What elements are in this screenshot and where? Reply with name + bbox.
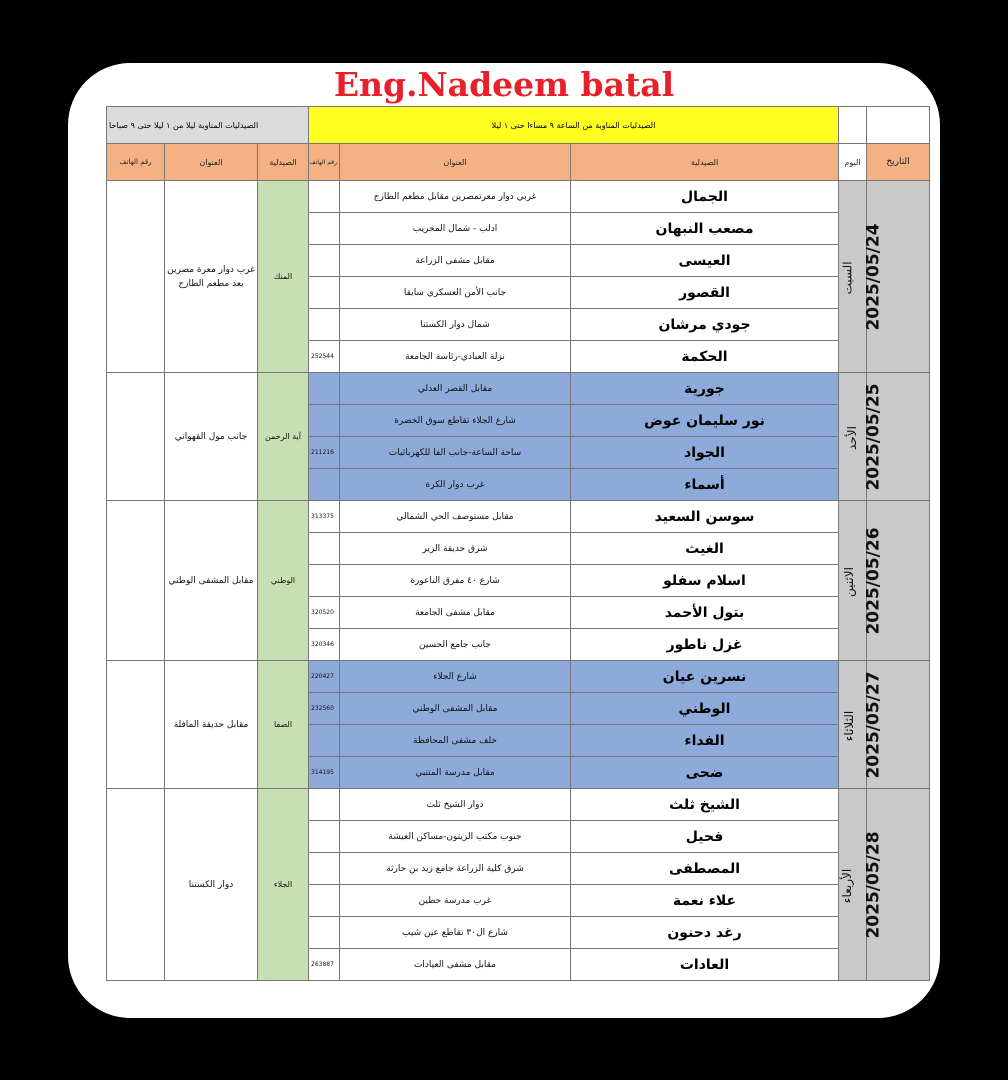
- pharmacy-address: [340, 629, 571, 661]
- pharmacy-name-text: نور سليمان عوض: [644, 412, 765, 429]
- header-night-phone: رقم الهاتف: [107, 144, 165, 181]
- pharmacy-phone: [309, 597, 340, 629]
- schedule-row: [107, 501, 930, 533]
- pharmacy-address: [340, 789, 571, 821]
- pharmacy-phone: [309, 341, 340, 373]
- pharmacy-name: [571, 469, 839, 501]
- pharmacy-name-text: جودي مرشان: [658, 316, 751, 333]
- pharmacy-address: [340, 565, 571, 597]
- pharmacy-name-text: الفداء: [684, 732, 725, 749]
- pharmacy-address: [340, 341, 571, 373]
- pharmacy-address: [340, 501, 571, 533]
- pharmacy-name-text: المصطفى: [668, 860, 741, 877]
- pharmacy-address: [340, 437, 571, 469]
- date-cell: [863, 373, 930, 501]
- pharmacy-address: [340, 245, 571, 277]
- pharmacy-name-text: فحيل: [685, 828, 724, 845]
- pharmacy-address-text: جانب جامع الحسين: [419, 639, 491, 650]
- night-pharmacy-name-text: الوطني: [270, 576, 296, 585]
- pharmacy-phone: [309, 757, 340, 789]
- header-address: العنوان: [340, 144, 571, 181]
- night-pharmacy-name: [258, 789, 309, 981]
- pharmacy-address: [340, 949, 571, 981]
- night-pharmacy-name: [258, 501, 309, 661]
- pharmacy-phone: [309, 917, 340, 949]
- pharmacy-name: [571, 821, 839, 853]
- pharmacy-phone: [309, 469, 340, 501]
- pharmacy-name-text: الوطني: [678, 700, 731, 717]
- night-pharmacy-phone: [107, 501, 165, 661]
- pharmacy-address-text: شارع ٤٠ مفرق الناعورة: [410, 575, 500, 586]
- pharmacy-name: [571, 693, 839, 725]
- pharmacy-name: [571, 661, 839, 693]
- date-label: 2025/05/24: [863, 222, 884, 331]
- pharmacy-phone: [309, 789, 340, 821]
- pharmacy-name-text: العيسى: [678, 252, 731, 269]
- pharmacy-name: [571, 949, 839, 981]
- date-label: 2025/05/25: [863, 382, 884, 491]
- pharmacy-phone: [309, 373, 340, 405]
- pharmacy-address-text: دوار الشيخ ثلث: [426, 799, 484, 810]
- banner-spacer-date: [867, 107, 930, 144]
- pharmacy-phone-text: 263887: [311, 961, 334, 968]
- pharmacy-phone-text: 313375: [311, 513, 334, 520]
- pharmacy-address-text: نزلة العبادي-رئاسة الجامعة: [405, 351, 505, 362]
- pharmacy-name: [571, 885, 839, 917]
- pharmacy-address-text: مقابل القصر العدلي: [417, 383, 493, 394]
- schedule-row: [107, 789, 930, 821]
- pharmacy-name: [571, 309, 839, 341]
- schedule-card: [68, 63, 940, 1018]
- pharmacy-schedule-table: [106, 106, 930, 981]
- pharmacy-address: [340, 533, 571, 565]
- pharmacy-address-text: شمال دوار الكستنا: [420, 319, 490, 330]
- date-label: 2025/05/28: [863, 830, 884, 939]
- pharmacy-name: [571, 373, 839, 405]
- pharmacy-address: [340, 373, 571, 405]
- banner-spacer-day: [839, 107, 867, 144]
- weekday-label: الثلاثاء: [841, 710, 856, 742]
- pharmacy-name-text: رغد دحنون: [667, 924, 742, 941]
- header-night-pharmacy: الصيدلية: [258, 144, 309, 181]
- pharmacy-name-text: القصور: [679, 284, 730, 301]
- pharmacy-address: [340, 469, 571, 501]
- pharmacy-name: [571, 789, 839, 821]
- pharmacy-address-text: ادلب - شمال المحريب: [412, 223, 498, 234]
- pharmacy-phone: [309, 885, 340, 917]
- pharmacy-name-text: جورية: [684, 380, 725, 397]
- night-pharmacy-name-text: آية الرحمن: [264, 432, 301, 441]
- pharmacy-name: [571, 757, 839, 789]
- pharmacy-name-text: العادات: [679, 956, 730, 973]
- night-pharmacy-name-text: الصفا: [273, 720, 293, 729]
- pharmacy-name-text: اسلام سفلو: [663, 572, 746, 589]
- pharmacy-name: [571, 341, 839, 373]
- pharmacy-name: [571, 725, 839, 757]
- pharmacy-name: [571, 565, 839, 597]
- header-date: التاريخ: [867, 144, 930, 181]
- header-phone: رقم الهاتف: [309, 144, 340, 181]
- pharmacy-address-text: مقابل مشفى الزراعة: [415, 255, 495, 266]
- pharmacy-address-text: مقابل مشفى العيادات: [413, 959, 497, 970]
- schedule-row: [107, 181, 930, 213]
- pharmacy-phone: [309, 405, 340, 437]
- night-pharmacy-address-text: جانب مول القهواتي: [174, 431, 248, 442]
- pharmacy-address-text: شارع الجلاء تقاطع سوق الخضرة: [394, 415, 516, 426]
- day-shift-banner: الصيدليات المناوبة من الساعة ٩ مساءا حتى ١ ليلا: [309, 107, 839, 144]
- pharmacy-name: [571, 181, 839, 213]
- night-pharmacy-phone: [107, 373, 165, 501]
- watermark-title: Eng.Nadeem batal: [333, 65, 675, 104]
- pharmacy-address-text: غربي دوار معرتمصرين مقابل مطعم الطازج: [373, 191, 537, 202]
- pharmacy-phone: [309, 629, 340, 661]
- pharmacy-name: [571, 853, 839, 885]
- pharmacy-name-text: ضحى: [685, 764, 724, 781]
- night-shift-banner: الصيدليات المناوبة ليلا من ١ ليلا حتى ٩ صباحا: [107, 107, 309, 144]
- pharmacy-name-text: أسماء: [684, 476, 725, 493]
- pharmacy-phone-text: 211216: [311, 449, 334, 456]
- pharmacy-address: [340, 597, 571, 629]
- pharmacy-address-text: جنوب مكتب الزيتون-مساكن الغيشة: [388, 831, 522, 842]
- pharmacy-phone: [309, 821, 340, 853]
- date-label: 2025/05/26: [863, 526, 884, 635]
- pharmacy-name-text: غزل ناطور: [666, 636, 743, 653]
- night-pharmacy-phone: [107, 661, 165, 789]
- pharmacy-phone: [309, 725, 340, 757]
- night-pharmacy-address: [165, 181, 258, 373]
- pharmacy-address-text: شرق حديقة الزير: [422, 543, 488, 554]
- pharmacy-address-text: جانب الأمن العسكري سابقا: [403, 287, 507, 298]
- date-cell: [863, 181, 930, 373]
- pharmacy-phone: [309, 309, 340, 341]
- pharmacy-phone: [309, 245, 340, 277]
- pharmacy-name: [571, 405, 839, 437]
- night-pharmacy-name: [258, 661, 309, 789]
- weekday-label: السبت: [840, 261, 855, 295]
- pharmacy-phone: [309, 501, 340, 533]
- pharmacy-address: [340, 853, 571, 885]
- pharmacy-phone: [309, 181, 340, 213]
- pharmacy-address: [340, 917, 571, 949]
- header-pharmacy: الصيدلية: [571, 144, 839, 181]
- weekday-label: الأحد: [845, 426, 860, 450]
- pharmacy-address-text: ساحة الساعة-جانب الفا للكهربائيات: [388, 447, 522, 458]
- pharmacy-address-text: شرق كلية الزراعة جامع زيد بن حارثة: [386, 863, 524, 874]
- pharmacy-address: [340, 213, 571, 245]
- pharmacy-phone: [309, 533, 340, 565]
- pharmacy-name-text: علاء نعمة: [672, 892, 737, 909]
- pharmacy-address: [340, 757, 571, 789]
- date-label: 2025/05/27: [863, 670, 884, 779]
- pharmacy-address-text: مقابل مستوصف الحي الشمالي: [396, 511, 514, 522]
- pharmacy-address: [340, 725, 571, 757]
- pharmacy-name: [571, 437, 839, 469]
- pharmacy-address-text: مقابل المشفى الوطني: [412, 703, 498, 714]
- pharmacy-address-text: شارع الجلاء: [433, 671, 477, 682]
- pharmacy-phone-text: 252544: [311, 353, 334, 360]
- weekday-label: الاثنين: [842, 567, 857, 597]
- pharmacy-name-text: نسرين عيان: [662, 668, 747, 685]
- pharmacy-phone-text: 232560: [311, 705, 334, 712]
- pharmacy-address-text: مقابل مدرسة المتنبي: [415, 767, 495, 778]
- pharmacy-name-text: الغيث: [685, 540, 724, 557]
- pharmacy-phone-text: 320346: [311, 641, 334, 648]
- pharmacy-address-text: شارع ال٣٠ تقاطع عين شيب: [402, 927, 508, 938]
- pharmacy-address-text: غرب مدرسة حطين: [418, 895, 492, 906]
- pharmacy-phone: [309, 949, 340, 981]
- pharmacy-address: [340, 821, 571, 853]
- pharmacy-name-text: الجمال: [681, 188, 728, 205]
- pharmacy-address: [340, 277, 571, 309]
- night-pharmacy-name-text: الجلاء: [273, 880, 293, 889]
- date-cell: [863, 789, 930, 981]
- pharmacy-phone: [309, 437, 340, 469]
- night-pharmacy-name: [258, 181, 309, 373]
- night-pharmacy-phone: [107, 181, 165, 373]
- date-cell: [863, 501, 930, 661]
- schedule-row: [107, 373, 930, 405]
- pharmacy-name: [571, 629, 839, 661]
- schedule-row: [107, 661, 930, 693]
- night-pharmacy-address-text: غرب دوار معرة مصرين بعد مطعم الطازج: [167, 264, 255, 289]
- night-pharmacy-address: [165, 373, 258, 501]
- pharmacy-phone: [309, 693, 340, 725]
- pharmacy-phone: [309, 565, 340, 597]
- pharmacy-phone-text: 220427: [311, 673, 334, 680]
- header-weekday: اليوم: [839, 144, 867, 181]
- weekday-label: الأربعاء: [839, 868, 854, 904]
- pharmacy-phone: [309, 277, 340, 309]
- pharmacy-address: [340, 693, 571, 725]
- pharmacy-name-text: سوسن السعيد: [654, 508, 755, 525]
- pharmacy-phone: [309, 213, 340, 245]
- night-pharmacy-address: [165, 789, 258, 981]
- pharmacy-name: [571, 917, 839, 949]
- pharmacy-name-text: الجواد: [684, 444, 725, 461]
- pharmacy-address-text: مقابل مشفى الجامعة: [415, 607, 495, 618]
- header-night-address: العنوان: [165, 144, 258, 181]
- pharmacy-name-text: مصعب النبهان: [655, 220, 754, 237]
- pharmacy-name-text: الشيخ ثلث: [669, 796, 740, 813]
- pharmacy-phone: [309, 853, 340, 885]
- pharmacy-phone: [309, 661, 340, 693]
- night-pharmacy-name: [258, 373, 309, 501]
- pharmacy-name: [571, 245, 839, 277]
- pharmacy-phone-text: 314195: [311, 769, 334, 776]
- pharmacy-address: [340, 309, 571, 341]
- pharmacy-name: [571, 597, 839, 629]
- pharmacy-address: [340, 181, 571, 213]
- pharmacy-name: [571, 277, 839, 309]
- night-pharmacy-address-text: مقابل حديقة المافلة: [173, 719, 249, 730]
- night-pharmacy-address-text: مقابل المشفى الوطني: [168, 575, 254, 586]
- pharmacy-name-text: بتول الأحمد: [664, 604, 745, 621]
- pharmacy-name: [571, 533, 839, 565]
- pharmacy-phone-text: 320520: [311, 609, 334, 616]
- pharmacy-address-text: خلف مشفى المحافظة: [413, 735, 497, 746]
- night-pharmacy-address: [165, 501, 258, 661]
- weekday-cell: [839, 373, 867, 501]
- night-pharmacy-name-text: المنك: [273, 272, 293, 281]
- pharmacy-address: [340, 885, 571, 917]
- pharmacy-name: [571, 501, 839, 533]
- pharmacy-name-text: الحكمة: [681, 348, 728, 365]
- pharmacy-address: [340, 661, 571, 693]
- night-pharmacy-phone: [107, 789, 165, 981]
- pharmacy-address-text: غرب دوار الكرة: [425, 479, 485, 490]
- night-pharmacy-address: [165, 661, 258, 789]
- date-cell: [863, 661, 930, 789]
- pharmacy-name: [571, 213, 839, 245]
- night-pharmacy-address-text: دوار الكستنا: [188, 879, 234, 890]
- pharmacy-address: [340, 405, 571, 437]
